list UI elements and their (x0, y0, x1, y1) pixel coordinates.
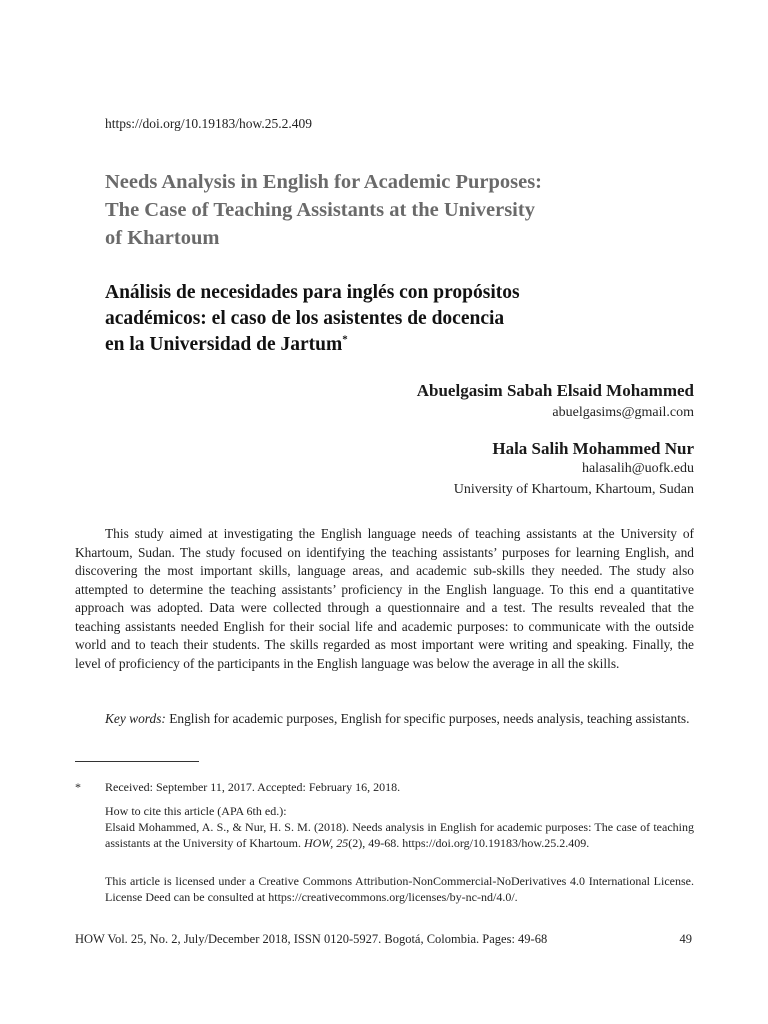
citation-part-2: (2), 49-68. https://doi.org/10.19183/how.25.2.409. (348, 835, 590, 850)
page-number: 49 (679, 932, 692, 946)
keywords (75, 710, 694, 729)
citation-journal: HOW, 25 (303, 835, 349, 850)
title-es-line-3: en la Universidad de Jartum (105, 334, 343, 355)
author-2-email[interactable]: halasalih@uofk.edu (581, 461, 694, 476)
title-footnote-mark: * (342, 333, 348, 346)
footnote-license: This article is licensed under a Creative Commons Attribution-NonCommercial-NoDerivatives 4.0 International License. License Deed can be consulted at https://creativecommons.org/licenses/by-nc-nd/4.0/. (105, 874, 694, 904)
keywords-label: Key words: (105, 711, 166, 726)
footnote-cite-heading: How to cite this article (APA 6th ed.): (105, 804, 287, 818)
title-en-line-2: The Case of Teaching Assistants at the University (105, 199, 535, 221)
footnote-received: Received: September 11, 2017. Accepted: February 16, 2018. (105, 780, 401, 794)
citation-part-1: Elsaid Mohammed, A. S., & Nur, H. S. M. (2018). Needs analysis in English for academic purposes: The case of teaching assistants at the University of Khartoum. (105, 820, 694, 850)
footnote-citation (105, 820, 694, 851)
article-title-english (105, 168, 665, 252)
author-1-name: Abuelgasim Sabah Elsaid Mohammed (416, 381, 694, 400)
title-es-line-1: Análisis de necesidades para inglés con propósitos (105, 282, 520, 303)
title-es-line-2: académicos: el caso de los asistentes de docencia (105, 308, 505, 329)
author-affiliation: University of Khartoum, Khartoum, Sudan (453, 482, 694, 497)
abstract: This study aimed at investigating the English language needs of teaching assistants at the University of Khartoum, Sudan. The study focused on identifying the teaching assistants’ purposes for learning English, and discovering the most important skills, language areas, and academic sub-skills they needed. The study also attempted to determine the teaching assistants’ proficiency in the English language. To this end a quantitative approach was adopted. Data were collected through a questionnaire and a test. The results revealed that the teaching assistants needed English for their social life and academic purposes: to communicate with the outside world and to teach their students. The skills regarded as most important were writing and speaking. Finally, the level of proficiency of the participants in the English language was below the average in all the skills. (75, 526, 694, 671)
article-title-spanish (105, 280, 665, 358)
title-en-line-3: of Khartoum (105, 227, 220, 249)
doi-link[interactable]: https://doi.org/10.19183/how.25.2.409 (105, 116, 313, 131)
author-1-email[interactable]: abuelgasims@gmail.com (552, 405, 694, 420)
footnote-mark: * (75, 780, 81, 794)
footnote-divider (75, 761, 199, 762)
author-2-name: Hala Salih Mohammed Nur (492, 439, 694, 458)
keywords-text: English for academic purposes, English for specific purposes, needs analysis, teaching assistants. (165, 711, 690, 726)
journal-footer: HOW Vol. 25, No. 2, July/December 2018, ISSN 0120-5927. Bogotá, Colombia. Pages: 49-68 (75, 932, 548, 946)
title-en-line-1: Needs Analysis in English for Academic Purposes: (105, 171, 542, 193)
